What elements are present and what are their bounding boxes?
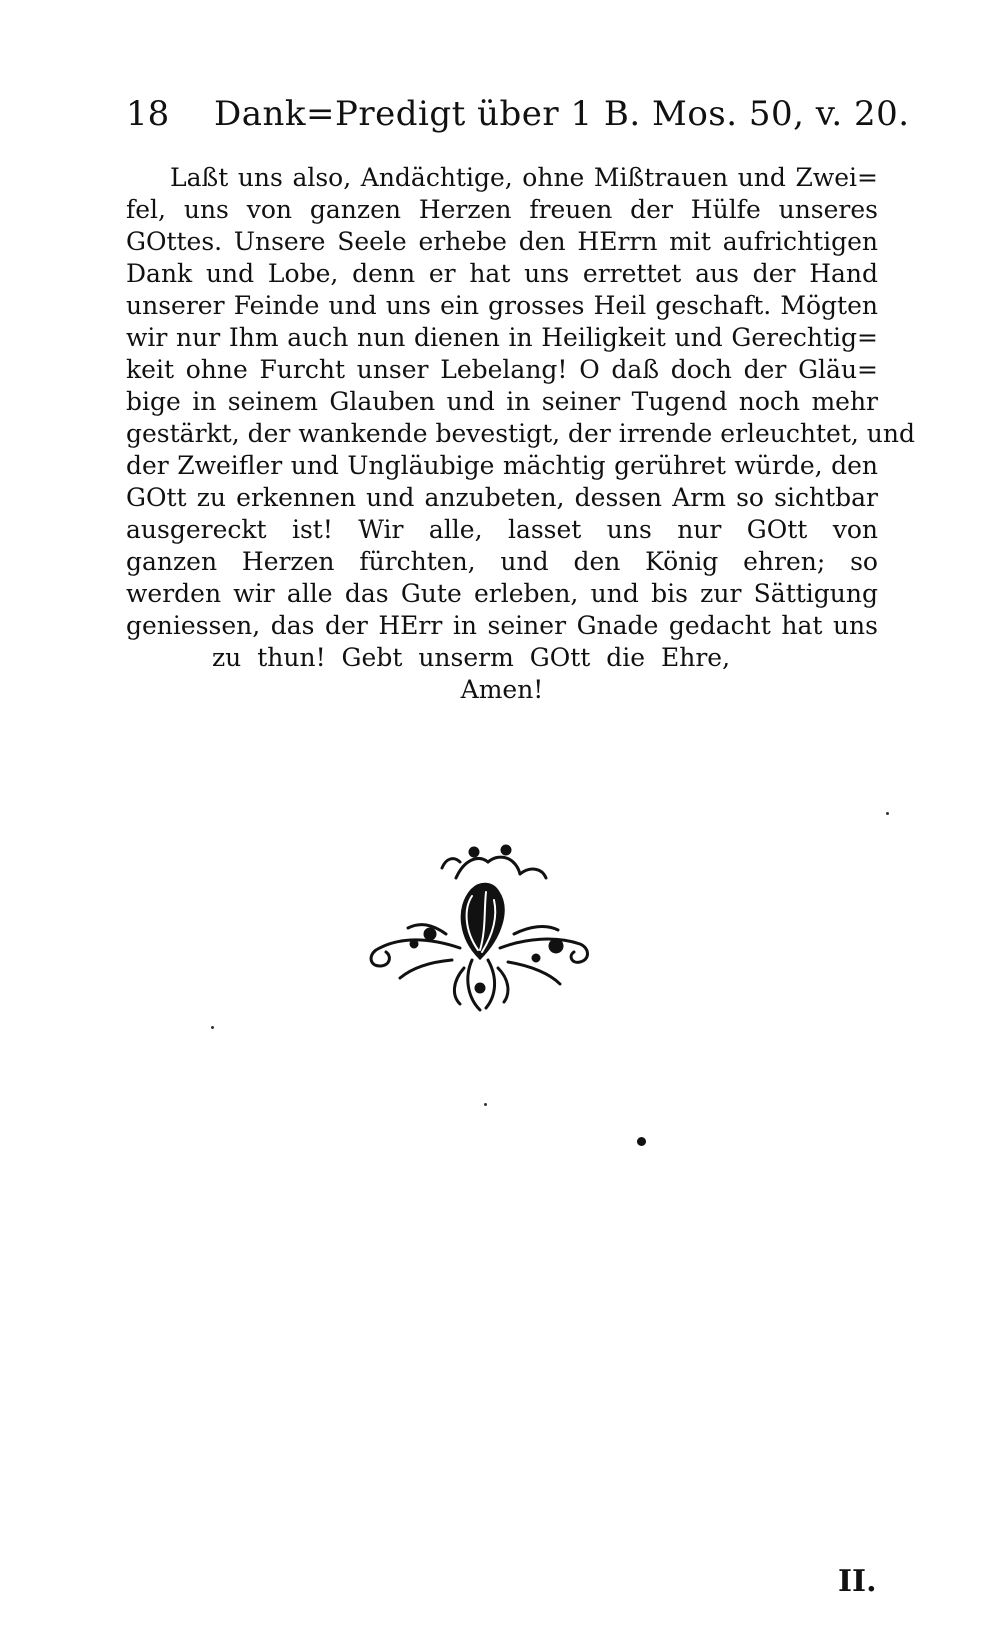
ink-speck	[886, 812, 889, 815]
sermon-paragraph	[126, 162, 916, 706]
text-line: bige in seinem Glauben und in seiner Tugend noch mehr	[126, 387, 878, 416]
running-title: Dank=Predigt über 1 B. Mos. 50, v. 20.	[214, 94, 910, 134]
floral-vignette-icon	[360, 838, 600, 1018]
text-line: geniessen, das der HErr in seiner Gnade gedacht hat uns	[126, 611, 878, 640]
text-line: gestärkt, der wankende bevestigt, der irrende erleuchtet, und	[126, 419, 916, 448]
text-line: ausgereckt ist! Wir alle, lasset uns nur GOtt von	[126, 515, 878, 544]
ink-speck	[484, 1103, 487, 1106]
text-line: Laßt uns also, Andächtige, ohne Mißtrauen und Zwei=	[170, 163, 878, 192]
text-line: unserer Feinde und uns ein grosses Heil geschaft. Mögten	[126, 291, 878, 320]
text-line: Dank und Lobe, denn er hat uns errettet aus der Hand	[126, 259, 878, 288]
text-line: GOtt zu erkennen und anzubeten, dessen Arm so sichtbar	[126, 483, 878, 512]
running-header	[126, 92, 910, 136]
text-line: der Zweifler und Ungläubige mächtig gerühret würde, den	[126, 451, 878, 480]
text-line: ganzen Herzen fürchten, und den König ehren; so	[126, 547, 878, 576]
closing-line: zu thun! Gebt unserm GOtt die Ehre,	[212, 643, 731, 672]
text-line: wir nur Ihm auch nun dienen in Heiligkeit und Gerechtig=	[126, 323, 878, 352]
text-line: fel, uns von ganzen Herzen freuen der Hülfe unseres	[126, 195, 878, 224]
text-line: GOttes. Unsere Seele erhebe den HErrn mit aufrichtigen	[126, 227, 878, 256]
page-number: 18	[126, 94, 170, 134]
text-line: werden wir alle das Gute erleben, und bis zur Sättigung	[126, 579, 878, 608]
ink-speck	[211, 1026, 214, 1029]
ink-speck	[637, 1137, 646, 1146]
text-line: keit ohne Furcht unser Lebelang! O daß doch der Gläu=	[126, 355, 878, 384]
catchword: II.	[838, 1564, 877, 1599]
amen-line: Amen!	[460, 675, 544, 704]
